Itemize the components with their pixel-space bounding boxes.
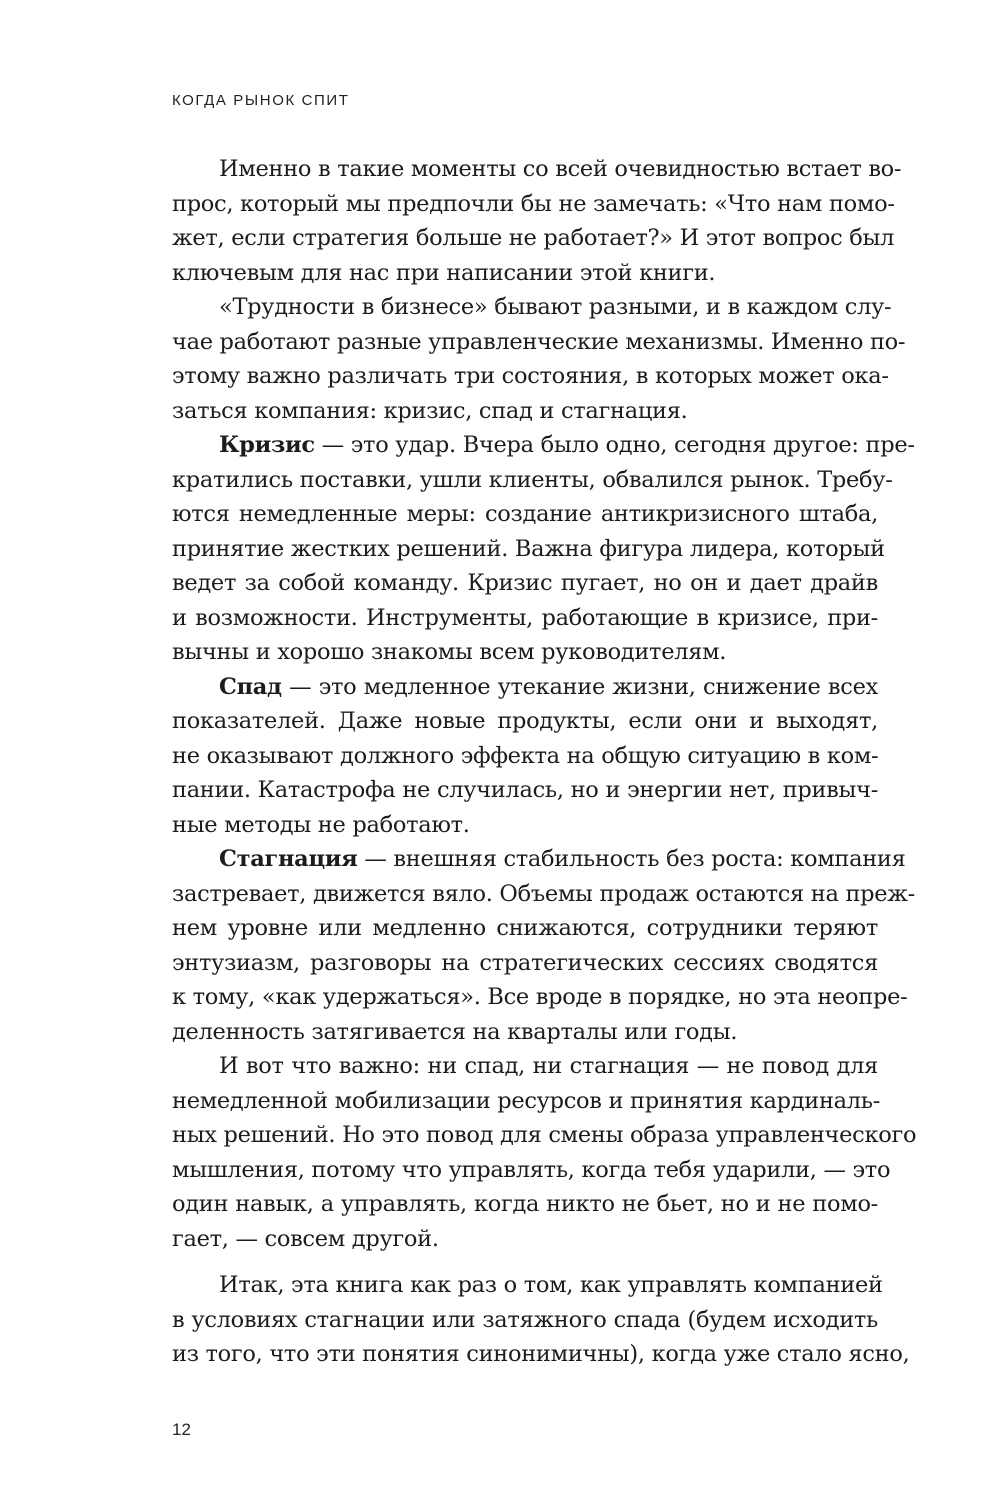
text-line: и возможности. Инструменты, работающие в кризисе, при- [172,604,878,631]
text-line-with-term [172,842,906,877]
text-line: из того, что эти понятия синонимичны), когда уже стало ясно, [172,1341,910,1367]
text-line: чае работают разные управленческие механизмы. Именно по- [172,328,906,355]
text-line: вычны и хорошо знакомы всем руководителям. [172,639,727,665]
paragraph-2 [172,290,906,428]
paragraph-stagnation [172,842,915,1049]
paragraph-important [172,1049,917,1256]
text-line: кратились поставки, ушли клиенты, обвалился рынок. Требу- [172,466,893,493]
text-line: заться компания: кризис, спад и стагнация. [172,397,688,424]
text-line: гает, — совсем другой. [172,1225,439,1252]
text-line: энтузиазм, разговоры на стратегических сессиях сводятся [172,949,878,976]
text-line: прос, который мы предпочли бы не замечать: «Что нам помо- [172,190,895,217]
text-line: к тому, «как удержаться». Все вроде в порядке, но эта неопре- [172,984,908,1010]
text-line: ключевым для нас при написании этой книги. [172,259,716,286]
paragraph-decline [172,670,878,843]
text-line: Итак, эта книга как раз о том, как управлять компанией [219,1272,883,1298]
text-line: нем уровне или медленно снижаются, сотрудники теряют [172,915,878,941]
text-line: ются немедленные меры: создание антикризисного штаба, [172,501,878,527]
text-line: не оказывают должного эффекта на общую ситуацию в ком- [172,742,879,769]
text-line: немедленной мобилизации ресурсов и принятия кардиналь- [172,1087,880,1114]
text-line: деленность затягивается на кварталы или годы. [172,1018,738,1045]
text-line: Именно в такие моменты со всей очевидностью встает во- [219,156,902,182]
paragraph-1 [172,152,902,290]
page-number: 12 [172,1420,191,1439]
text-line-rest: — это удар. Вчера было одно, сегодня другое: пре- [314,432,915,458]
text-line: пании. Катастрофа не случилась, но и энергии нет, привыч- [172,777,878,803]
text-line: ных решений. Но это повод для смены образа управленческого [172,1122,917,1148]
text-line: И вот что важно: ни спад, ни стагнация — не повод для [219,1053,878,1079]
paragraph-book-about [172,1268,910,1372]
text-line: показателей. Даже новые продукты, если они и выходят, [172,708,878,734]
text-line: «Трудности в бизнесе» бывают разными, и в каждом слу- [219,294,892,320]
text-line: принятие жестких решений. Важна фигура лидера, который [172,535,885,562]
term-crisis: Кризис [219,432,315,458]
term-decline: Спад [219,673,282,700]
text-line: жет, если стратегия больше не работает?» И этот вопрос был [172,225,895,251]
text-line-rest: — это медленное утекание жизни, снижение всех [281,673,878,700]
running-head: КОГДА РЫНОК СПИТ [172,92,350,109]
text-line: мышления, потому что управлять, когда тебя ударили, — это [172,1156,891,1183]
term-stagnation: Стагнация [219,846,358,872]
body-text [172,152,917,1372]
text-line: застревает, движется вяло. Объемы продаж остаются на преж- [172,880,915,907]
text-line-with-term [172,670,878,705]
text-line: один навык, а управлять, когда никто не бьет, но и не помо- [172,1191,878,1217]
text-line: этому важно различать три состояния, в которых может ока- [172,363,889,389]
text-line-rest: — внешняя стабильность без роста: компания [357,846,906,872]
text-line-with-term [172,428,915,463]
paragraph-crisis [172,428,915,670]
text-line: ные методы не работают. [172,811,470,838]
text-line: ведет за собой команду. Кризис пугает, но он и дает драйв [172,570,878,596]
text-line: в условиях стагнации или затяжного спада (будем исходить [172,1306,878,1333]
